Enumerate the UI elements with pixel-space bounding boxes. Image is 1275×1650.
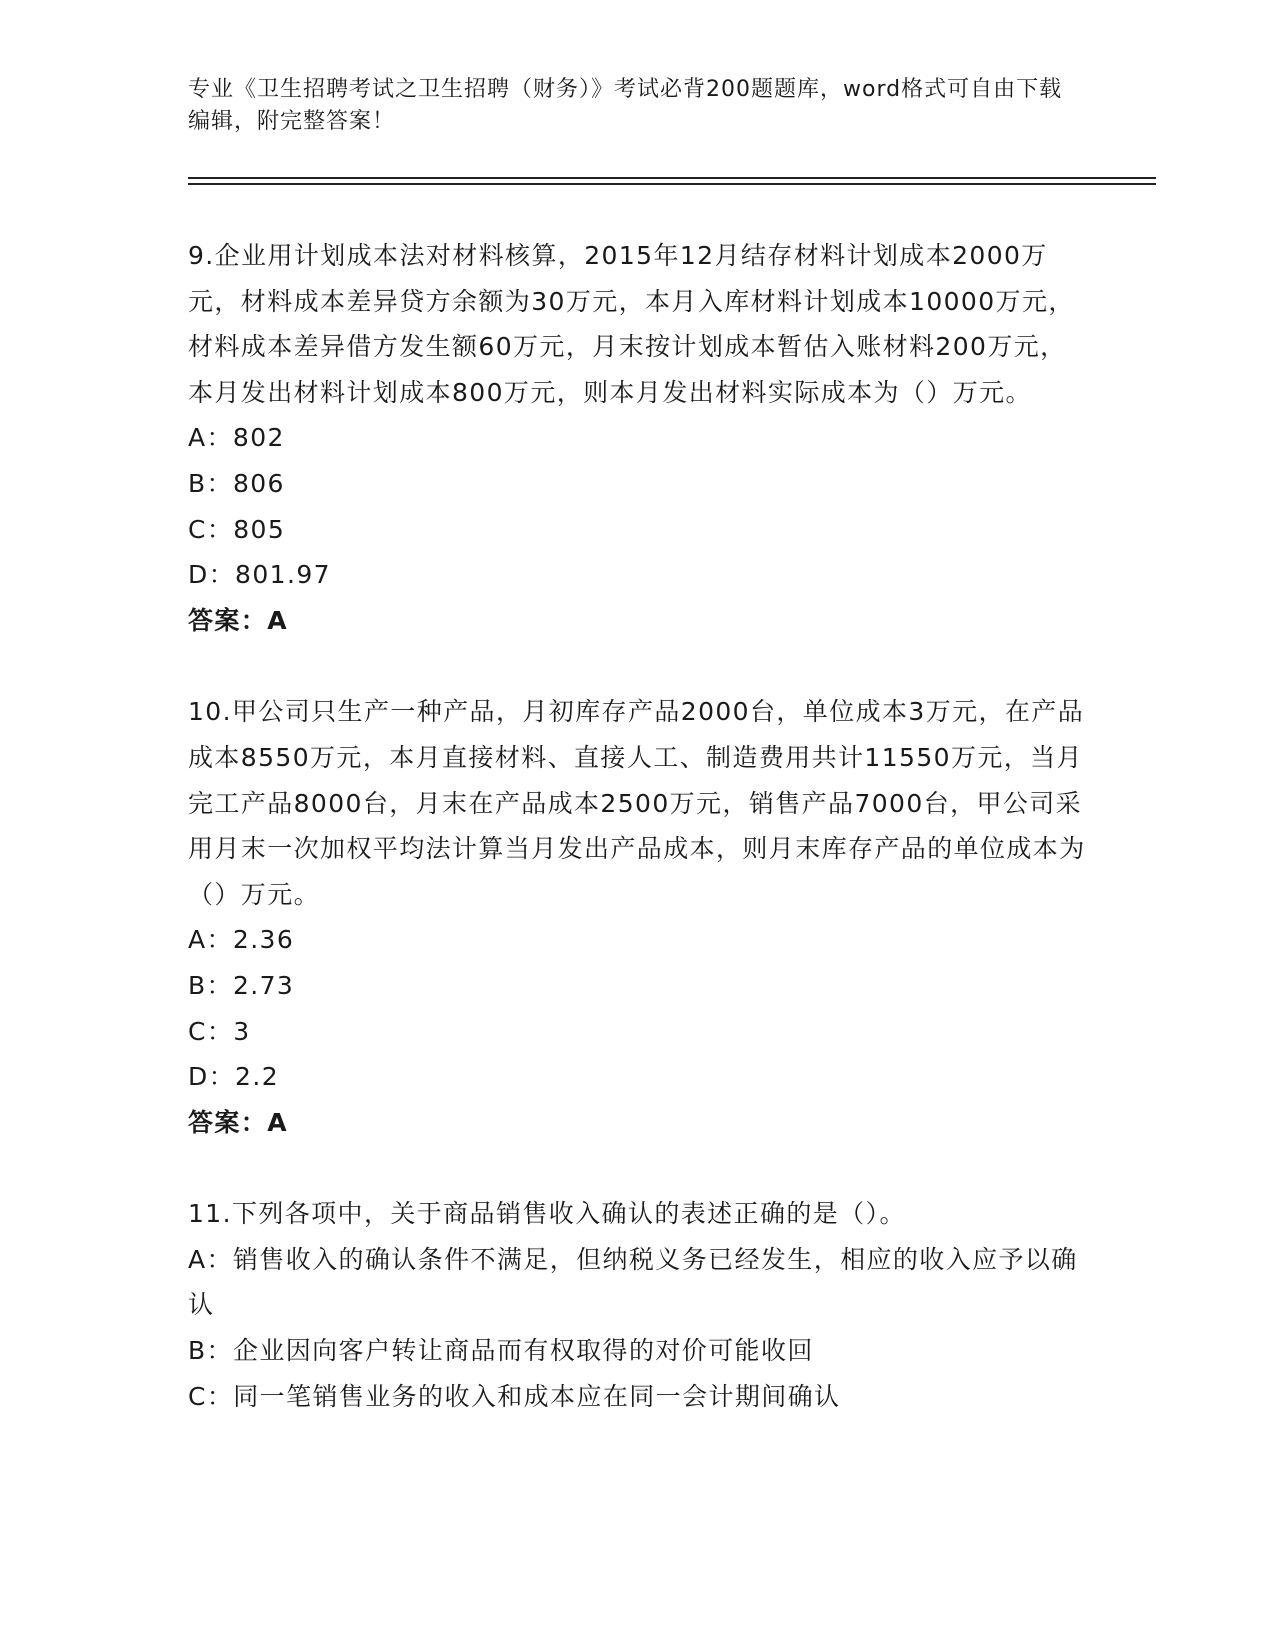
question-11 — [188, 1191, 1088, 1419]
option-d: D：801.97 — [188, 560, 331, 590]
option-d: D：2.2 — [188, 1062, 280, 1092]
header-divider-top — [188, 177, 1156, 179]
question-text: 9.企业用计划成本法对材料核算，2015年12月结存材料计划成本2000万元，材料成本差异贷方余额为30万元，本月入库材料计划成本10000万元，材料成本差异借方发生额60万元，月末按计划成本暂估入账材料200万元，本月发出材料计划成本800万元，则本月发出材料实际成本为（）万元。 — [188, 241, 1075, 407]
option-c: C：3 — [188, 1016, 251, 1046]
question-text: 10.甲公司只生产一种产品，月初库存产品2000台，单位成本3万元，在产品成本8550万元，本月直接材料、直接人工、制造费用共计11550万元，当月完工产品8000台，月末在产品成本2500万元，销售产品7000台，甲公司采用月末一次加权平均法计算当月发出产品成本，则月末库存产品的单位成本为（）万元。 — [188, 697, 1086, 909]
question-text: 11.下列各项中，关于商品销售收入确认的表述正确的是（）。 — [188, 1199, 906, 1229]
option-b: B：企业因向客户转让商品而有权取得的对价可能收回 — [188, 1336, 814, 1366]
option-a: A：802 — [188, 423, 285, 453]
answer: 答案：A — [188, 1107, 288, 1137]
question-9 — [188, 233, 1088, 643]
question-list — [188, 233, 1088, 1419]
option-b: B：2.73 — [188, 970, 295, 1000]
header-divider-bottom — [188, 183, 1156, 185]
option-b: B：806 — [188, 468, 285, 498]
option-a: A：2.36 — [188, 925, 295, 955]
question-10 — [188, 689, 1088, 1145]
option-c: C：805 — [188, 514, 286, 544]
document-header: 专业《卫生招聘考试之卫生招聘（财务）》考试必背200题题库，word格式可自由下载编辑，附完整答案！ — [188, 77, 1063, 134]
option-a: A：销售收入的确认条件不满足，但纳税义务已经发生，相应的收入应予以确认 — [188, 1244, 1078, 1320]
answer: 答案：A — [188, 605, 288, 635]
option-c: C：同一笔销售业务的收入和成本应在同一会计期间确认 — [188, 1381, 841, 1411]
